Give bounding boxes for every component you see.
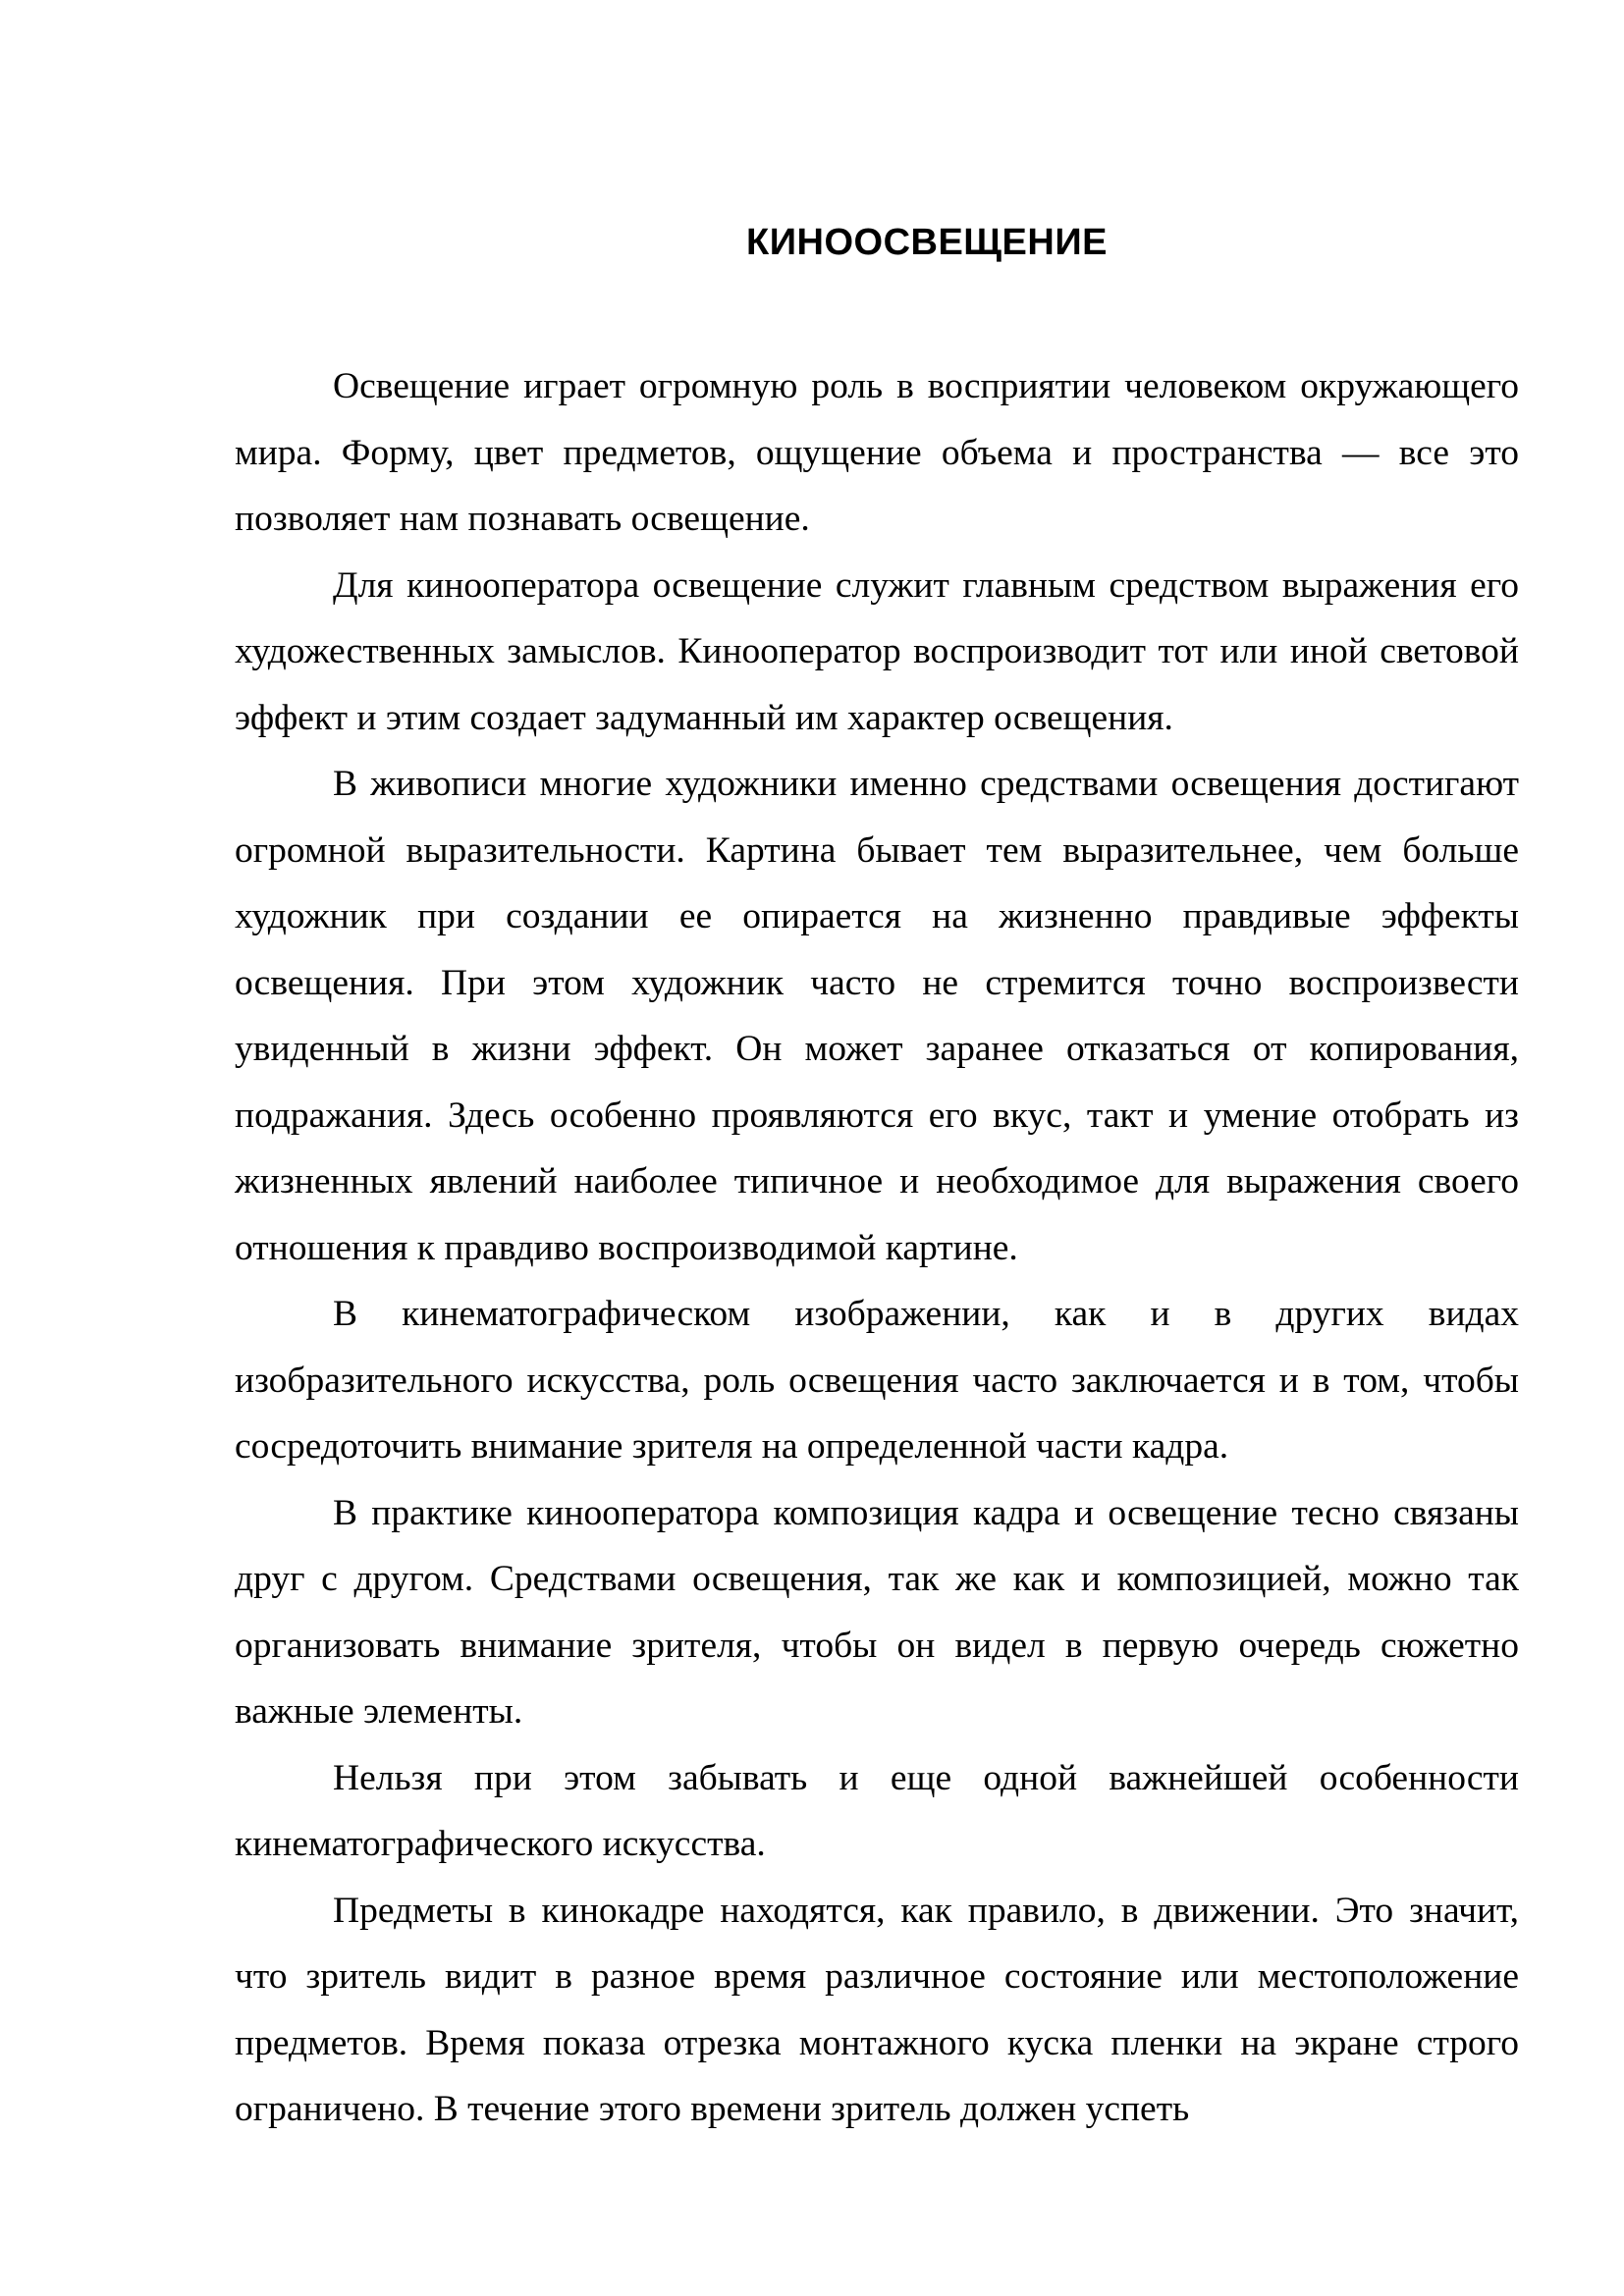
page-title: КИНООСВЕЩЕНИЕ bbox=[746, 222, 1108, 263]
paragraph-7: Предметы в кинокадре находятся, как правило, в движении. Это значит, что зритель видит в разное время различное состояние или местоположение предметов. Время показа отрезка монтажного куска пленки на экране строго ограничено. В течение этого времени зритель должен успеть bbox=[235, 1890, 1519, 2129]
paragraph-2: Для кинооператора освещение служит главным средством выражения его художественных замыслов. Кинооператор воспроизводит тот или иной световой эффект и этим создает задуманный им характер освещения. bbox=[235, 564, 1519, 738]
paragraph-5: В практике кинооператора композиция кадра и освещение тесно связаны друг с другом. Средствами освещения, так же как и композицией, можно так организовать внимание зрителя, чтобы он видел в первую очередь сюжетно важные элементы. bbox=[235, 1492, 1519, 1732]
paragraph-1: Освещение играет огромную роль в восприятии человеком окружающего мира. Форму, цвет предметов, ощущение объема и пространства — все это позволяет нам познавать освещение. bbox=[235, 366, 1519, 539]
paragraph-3: В живописи многие художники именно средствами освещения достигают огромной выразительности. Картина бывает тем выразительнее, чем больше художник при создании ее опирается на жизненно правдивые эффекты освещения. При этом художник часто не стремится точно воспроизвести увиденный в жизни эффект. Он может заранее отказаться от копирования, подражания. Здесь особенно проявляются его вкус, такт и умение отобрать из жизненных явлений наиболее типичное и необходимое для выражения своего отношения к правдиво воспроизводимой картине. bbox=[235, 764, 1519, 1268]
body-text bbox=[235, 353, 1519, 2143]
paragraph-4: В кинематографическом изображении, как и в других видах изобразительного искусства, роль освещения часто заключается и в том, чтобы сосредоточить внимание зрителя на определенной части кадра. bbox=[235, 1294, 1519, 1467]
paragraph-6: Нельзя при этом забывать и еще одной важнейшей особенности кинематографического искусства. bbox=[235, 1757, 1519, 1864]
